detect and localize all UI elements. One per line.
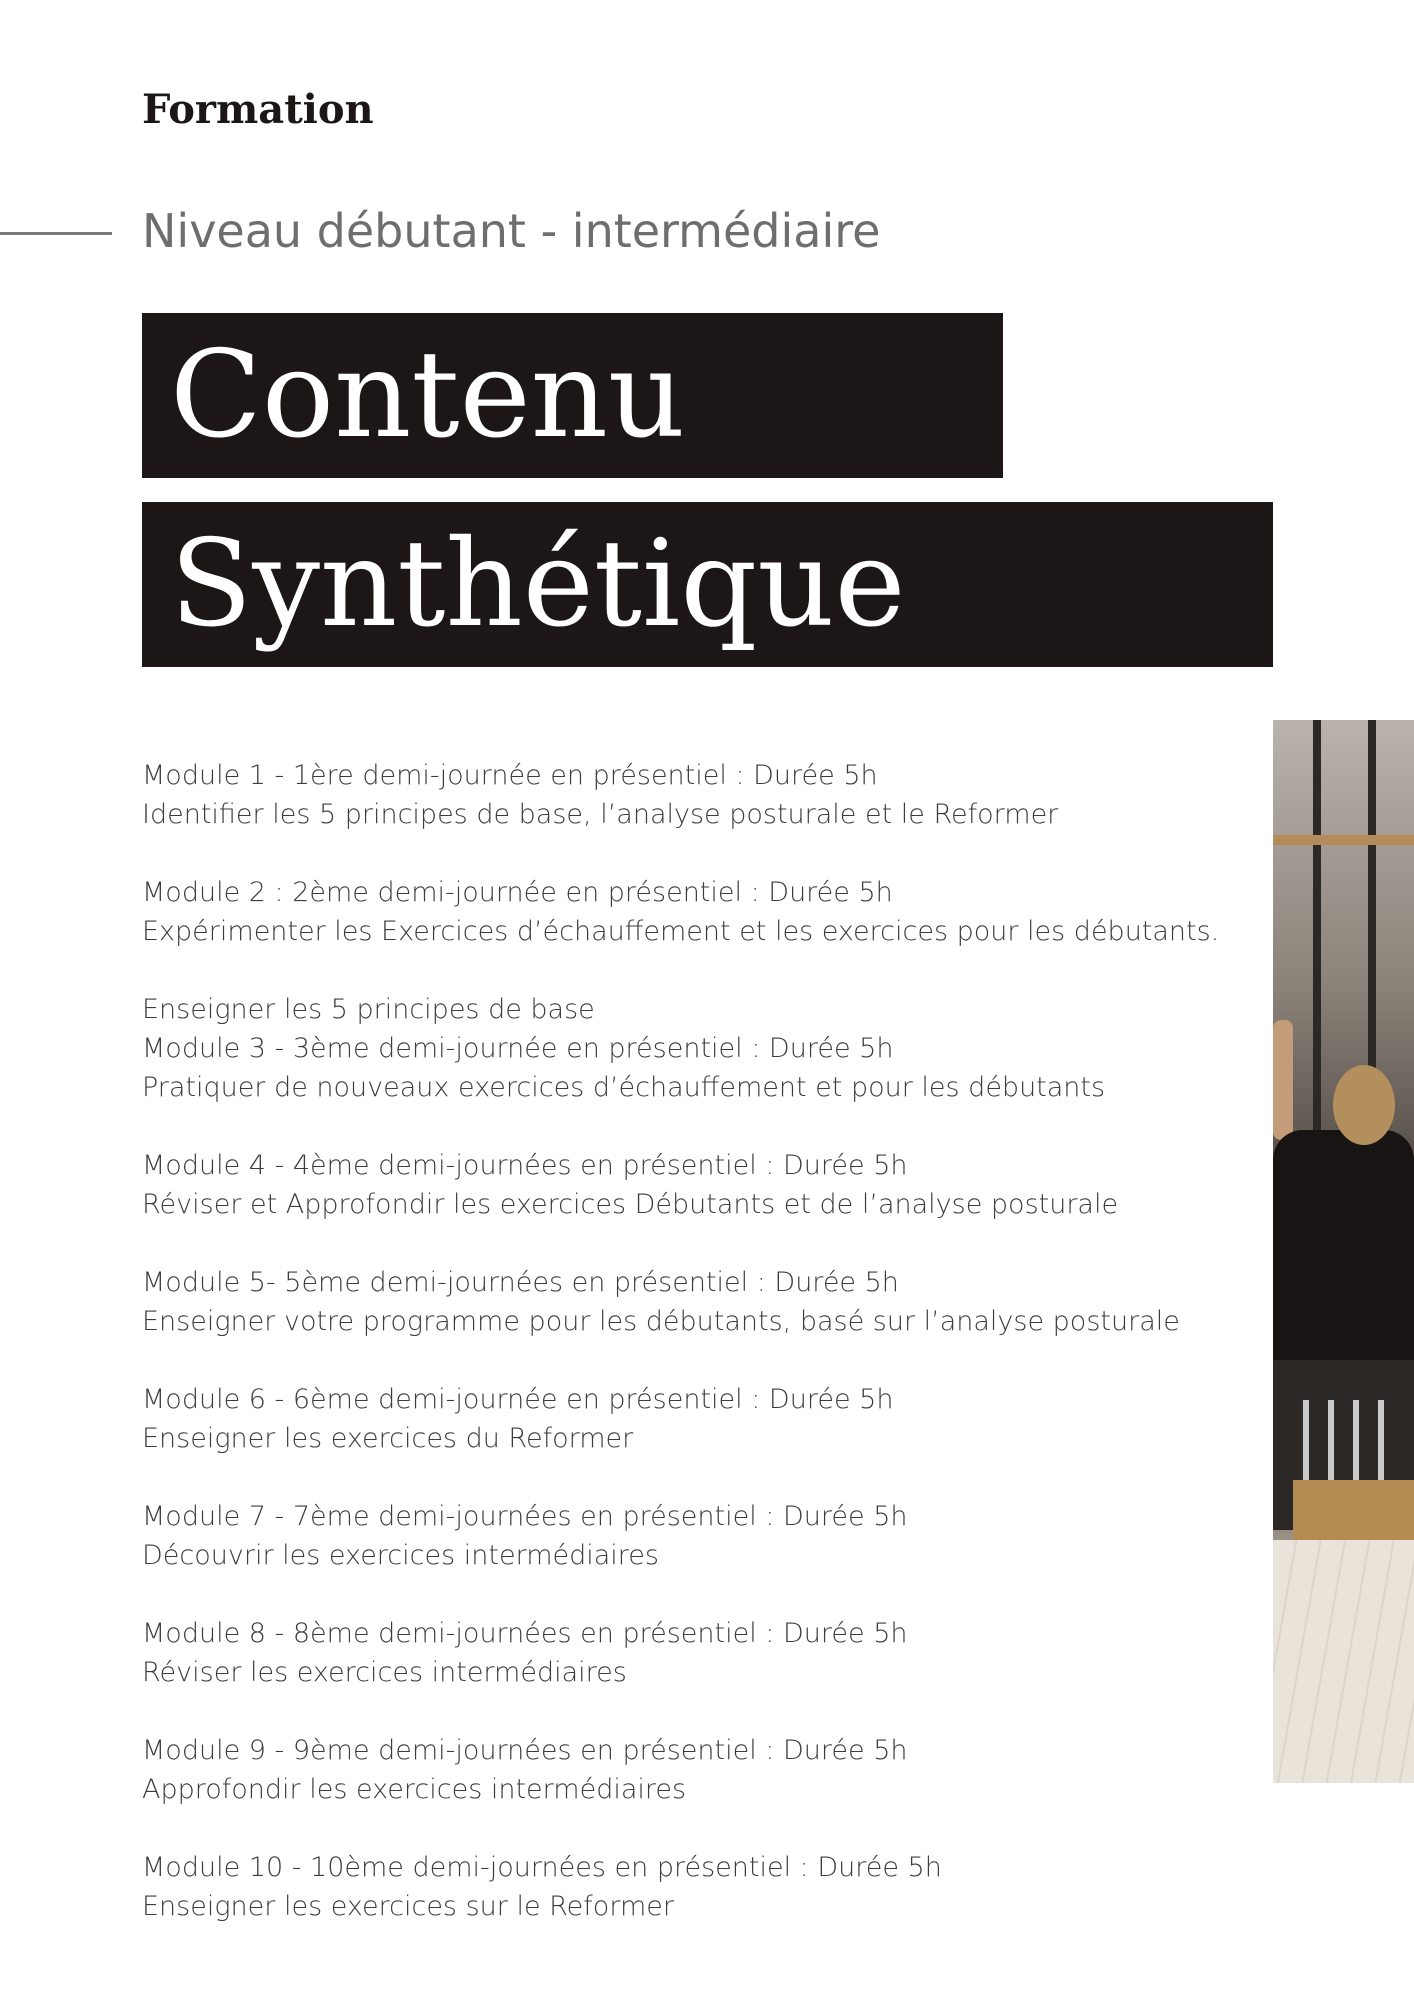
module-3: [142, 990, 1242, 1107]
module-10: [142, 1848, 1242, 1926]
module-heading: Module 6 - 6ème demi-journée en présentiel : Durée 5h: [142, 1384, 894, 1415]
module-list: [142, 756, 1242, 1965]
photo-arm: [1273, 1020, 1293, 1140]
photo-spring: [1328, 1400, 1334, 1480]
module-description: Expérimenter les Exercices d’échauffement et les exercices pour les débutants.: [142, 916, 1220, 947]
module-heading: Module 2 : 2ème demi-journée en présentiel : Durée 5h: [142, 877, 893, 908]
photo-spring: [1378, 1400, 1384, 1480]
module-description: Identifier les 5 principes de base, l’analyse posturale et le Reformer: [142, 799, 1059, 830]
module-heading: Module 10 - 10ème demi-journées en présentiel : Durée 5h: [142, 1852, 942, 1883]
photo-floor: [1273, 1540, 1414, 1783]
module-heading: Module 4 - 4ème demi-journées en présentiel : Durée 5h: [142, 1150, 908, 1181]
module-heading: Module 7 - 7ème demi-journées en présentiel : Durée 5h: [142, 1501, 908, 1532]
photo-frame-post: [1313, 720, 1321, 1150]
module-description: Enseigner les exercices sur le Reformer: [142, 1891, 674, 1922]
module-6: [142, 1380, 1242, 1458]
module-heading: Module 9 - 9ème demi-journées en présentiel : Durée 5h: [142, 1735, 908, 1766]
module-7: [142, 1497, 1242, 1575]
photo-reformer-base: [1293, 1480, 1414, 1540]
module-description: Découvrir les exercices intermédiaires: [142, 1540, 659, 1571]
title-line-1: Contenu: [170, 325, 686, 465]
module-4: [142, 1146, 1242, 1224]
module-heading: Module 1 - 1ère demi-journée en présentiel : Durée 5h: [142, 760, 878, 791]
accent-rule: [0, 232, 112, 235]
photo-spring: [1303, 1400, 1309, 1480]
brand-title: Formation: [142, 86, 374, 133]
module-description: Réviser et Approfondir les exercices Débutants et de l’analyse posturale: [142, 1189, 1119, 1220]
photo-head: [1333, 1065, 1395, 1145]
module-heading: Module 8 - 8ème demi-journées en présentiel : Durée 5h: [142, 1618, 908, 1649]
module-5: [142, 1263, 1242, 1341]
module-note: Enseigner les 5 principes de base: [142, 994, 595, 1025]
module-9: [142, 1731, 1242, 1809]
level-subtitle: Niveau débutant - intermédiaire: [142, 204, 881, 258]
title-line-2: Synthétique: [170, 514, 906, 654]
module-8: [142, 1614, 1242, 1692]
module-heading: Module 3 - 3ème demi-journée en présentiel : Durée 5h: [142, 1033, 894, 1064]
title-banner-2: [142, 502, 1273, 667]
module-description: Approfondir les exercices intermédiaires: [142, 1774, 687, 1805]
module-1: [142, 756, 1242, 834]
pilates-studio-photo: [1273, 720, 1414, 1783]
module-description: Réviser les exercices intermédiaires: [142, 1657, 627, 1688]
photo-wood-bar: [1273, 835, 1414, 845]
module-2: [142, 873, 1242, 951]
module-heading: Module 5- 5ème demi-journées en présentiel : Durée 5h: [142, 1267, 899, 1298]
title-banner-1: [142, 313, 1003, 478]
module-description: Enseigner les exercices du Reformer: [142, 1423, 634, 1454]
photo-person: [1273, 1130, 1414, 1370]
module-description: Pratiquer de nouveaux exercices d’échauffement et pour les débutants: [142, 1072, 1106, 1103]
photo-spring: [1353, 1400, 1359, 1480]
module-description: Enseigner votre programme pour les débutants, basé sur l’analyse posturale: [142, 1306, 1180, 1337]
